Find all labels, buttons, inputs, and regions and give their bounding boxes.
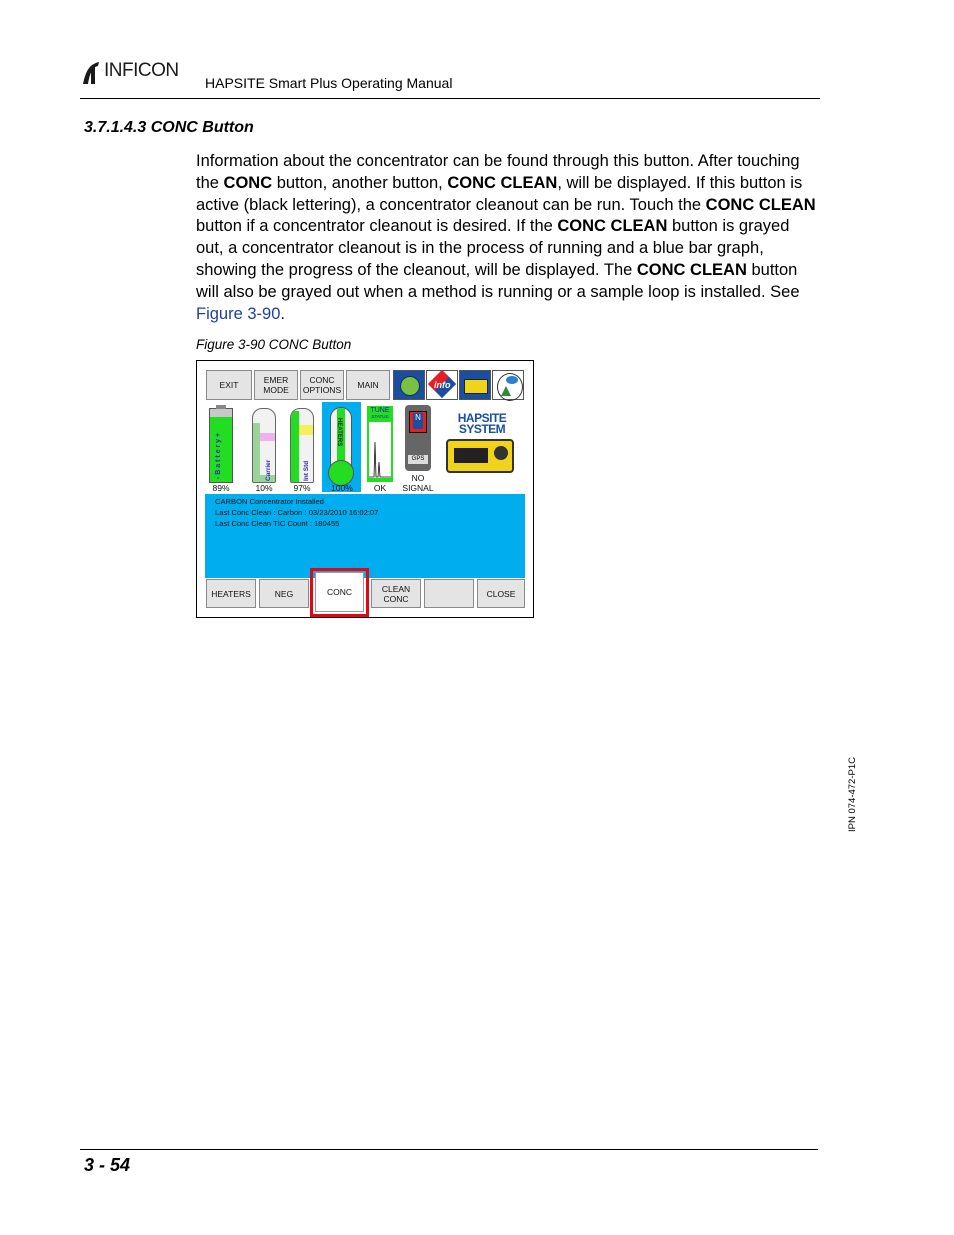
para-bold: CONC CLEAN <box>636 260 747 279</box>
button-label: OPTIONS <box>302 385 342 395</box>
tune-value: OK <box>373 483 387 493</box>
tune-status-indicator[interactable] <box>367 406 393 482</box>
exit-button[interactable] <box>206 370 252 400</box>
info-line: Last Conc Clean TIC Count : 180455 <box>215 519 340 528</box>
body-paragraph <box>196 151 816 325</box>
gps-value-line: SIGNAL <box>402 483 434 493</box>
tune-label: TUNE <box>370 407 390 414</box>
hapsite-device-icon[interactable] <box>459 370 491 400</box>
section-title: 3.7.1.4.3 CONC Button <box>84 119 254 136</box>
gps-north-letter: N <box>413 413 423 429</box>
clean-conc-button[interactable] <box>371 579 421 608</box>
tune-status-label: STATUS <box>371 414 389 419</box>
carrier-gauge[interactable] <box>252 408 276 483</box>
button-label: CONC <box>383 593 409 604</box>
heaters-value: 100% <box>331 483 353 493</box>
info-line: CARBON Concentrator Installed <box>215 497 324 506</box>
gps-indicator[interactable] <box>405 405 431 471</box>
para-text: button will also be grayed out when a method is running or a sample loop is installed. See <box>196 260 800 301</box>
para-bold: CONC <box>223 173 273 192</box>
int-std-level-fill <box>291 411 299 482</box>
para-bold: CONC CLEAN <box>705 195 816 214</box>
info-line: Last Conc Clean : Carbon : 03/23/2010 16:02:07 <box>215 508 379 517</box>
button-label: CONC <box>326 587 353 597</box>
page-number: 3 - 54 <box>84 1155 131 1175</box>
gps-value-line: NO <box>411 473 425 483</box>
para-text: Information about the concentrator can be found through this button. After touching the <box>196 152 800 192</box>
button-label: EXIT <box>219 380 239 390</box>
para-text: button, another button, <box>272 173 448 192</box>
emer-mode-button[interactable] <box>254 370 298 400</box>
figure-link[interactable]: Figure 3-90 <box>196 304 281 323</box>
button-label: HEATERS <box>211 588 251 599</box>
main-button[interactable] <box>346 370 390 400</box>
ipn-number: IPN 074-472-P1C <box>847 757 858 832</box>
figure-caption: Figure 3-90 CONC Button <box>196 337 352 352</box>
carrier-label: Carrier <box>265 459 272 481</box>
footer-divider <box>80 1149 818 1150</box>
para-bold: CONC CLEAN <box>447 173 558 192</box>
heaters-button[interactable] <box>206 579 256 608</box>
manual-title: HAPSITE Smart Plus Operating Manual <box>205 75 453 91</box>
carrier-value: 10% <box>255 483 273 493</box>
header-divider <box>80 98 820 99</box>
conc-button-highlight <box>310 568 369 617</box>
hapsite-system-logo <box>447 413 517 435</box>
battery-label: - B a t t e r y + <box>215 432 222 479</box>
battery-value: 89% <box>212 483 230 493</box>
heaters-label: HEATERS <box>336 418 342 447</box>
button-label: CLOSE <box>486 588 516 599</box>
device-screen <box>196 360 534 618</box>
int-std-value: 97% <box>293 483 311 493</box>
info-text: info <box>434 380 451 390</box>
button-label: MODE <box>263 385 289 395</box>
int-std-label: Int Std <box>303 460 310 481</box>
close-button[interactable] <box>477 579 525 608</box>
button-label: CLEAN <box>381 583 411 594</box>
help-icon[interactable] <box>393 370 425 400</box>
info-icon[interactable] <box>426 370 458 400</box>
tune-spectrum-icon <box>369 422 391 478</box>
hapsite-logo-line: SYSTEM <box>458 422 506 436</box>
neg-button[interactable] <box>259 579 309 608</box>
para-text: , will be displayed. If this button is active (black lettering), a concentrator cleanout can be run. Touch the <box>196 173 803 214</box>
button-label: EMER <box>263 375 289 385</box>
para-bold: CONC CLEAN <box>557 217 668 236</box>
hapsite-logo-line: HAPSITE <box>457 411 507 425</box>
para-text: button is grayed out, a concentrator cleanout is in the process of running and a blue bar graph, showing the progress of the cleanout, will be displayed. The <box>196 217 790 279</box>
button-label: CONC <box>309 375 335 385</box>
int-std-gauge[interactable] <box>290 408 314 483</box>
hapsite-device-image <box>446 439 514 473</box>
logo-text: INFICON <box>104 60 179 81</box>
battery-gauge[interactable] <box>209 408 233 483</box>
para-text: button if a concentrator cleanout is desired. If the <box>196 217 558 236</box>
gps-value <box>398 473 438 493</box>
button-label: MAIN <box>357 380 379 390</box>
button-label: NEG <box>274 588 294 599</box>
blank-button[interactable] <box>424 579 474 608</box>
tree-cloud-icon[interactable] <box>492 370 524 400</box>
concentrator-info-panel <box>205 494 525 578</box>
heaters-gauge-selected[interactable] <box>322 402 361 492</box>
para-text: . <box>280 304 285 323</box>
gps-label: GPS <box>408 455 428 464</box>
conc-options-button[interactable] <box>300 370 344 400</box>
